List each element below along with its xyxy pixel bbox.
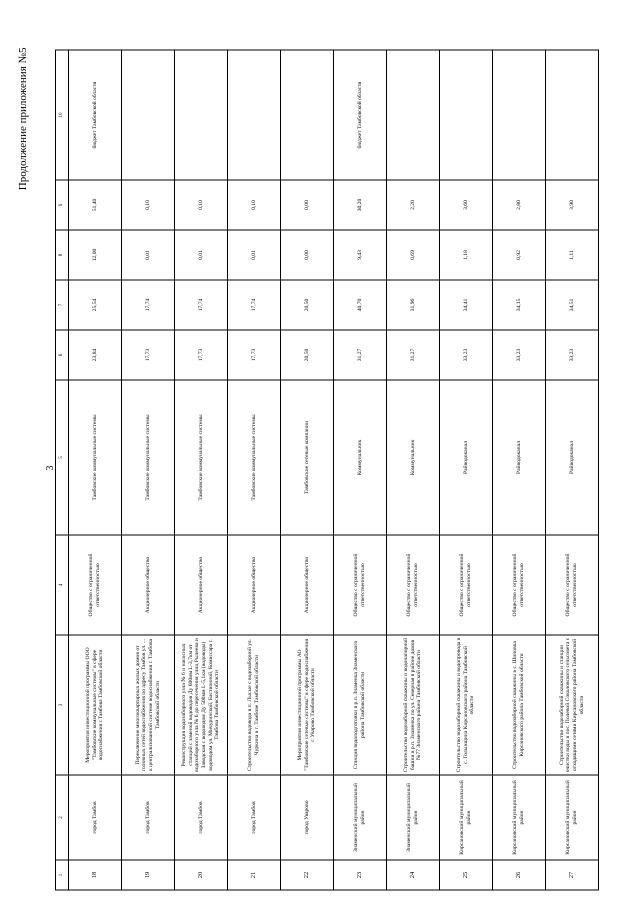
table-cell: Строительство водозаборной скважины и станции очистки воды в пос. Полевой Соколовского сельсовета с отходящими сетями Кирсановского района Тамбовской области <box>546 635 599 775</box>
table-cell: 2,20 <box>387 180 440 230</box>
table-cell: Общество с ограниченной ответственностью <box>387 535 440 635</box>
table-cell: Кирсановский муниципальный район <box>546 775 599 860</box>
table-cell: город Тамбов <box>228 775 281 860</box>
table-cell: 12,00 <box>69 230 122 280</box>
table-cell: Реконструкция водозаборного узла № 6 и насосных станций с заменой водоводов Ду 600мм L-3,7км от водозаборного узла № 6 до пересечения улиц Рылеева и Заводская с водоводом Ду 500мм L-5,1км (водоводы) водоводом ул. Мичуринской, Бастионной, Комиссара г. Тамбова Тамбовской области <box>175 635 228 775</box>
table-row <box>122 50 175 890</box>
column-header: 3 <box>56 635 69 775</box>
table-cell: город Уварово <box>281 775 334 860</box>
table-cell: 9,43 <box>334 230 387 280</box>
table-cell: город Тамбов <box>122 775 175 860</box>
table-row <box>228 50 281 890</box>
table-cell: Райводоканал <box>546 380 599 535</box>
table-cell: 0,69 <box>387 230 440 280</box>
table-cell: 31,96 <box>387 280 440 330</box>
table-cell: 17,73 <box>175 330 228 380</box>
table-header-row <box>56 50 69 890</box>
column-header: 6 <box>56 330 69 380</box>
table-cell: Строительство водозаборной скважины и водопровода в с. Голынщина Кирсановского района Тамбовской области <box>440 635 493 775</box>
table-cell: город Тамбов <box>175 775 228 860</box>
table-cell: 0,01 <box>228 230 281 280</box>
table-cell: 23 <box>334 860 387 890</box>
table-cell: 20 <box>175 860 228 890</box>
table-cell: 0,00 <box>281 230 334 280</box>
table-cell: 24 <box>387 860 440 890</box>
column-header: 4 <box>56 535 69 635</box>
table-cell: Общество с ограниченной ответственностью <box>493 535 546 635</box>
table-cell <box>440 50 493 180</box>
table-cell: Коммунальник <box>334 380 387 535</box>
table-cell: 23,84 <box>69 330 122 380</box>
table-cell: 22 <box>281 860 334 890</box>
table-cell: Акционерное общество <box>281 535 334 635</box>
table-cell: 27 <box>546 860 599 890</box>
table-cell: 19 <box>122 860 175 890</box>
table-cell: 17,73 <box>122 330 175 380</box>
table-cell: 34,15 <box>493 280 546 330</box>
table-cell: Строительство водовода в п. Лысые с водозаборной ул. Чуркина в г. Тамбове Тамбовской области <box>228 635 281 775</box>
table-cell: 26 <box>493 860 546 890</box>
table-cell: 0,10 <box>228 180 281 230</box>
table-cell: 25,54 <box>69 280 122 330</box>
table-row <box>546 50 599 890</box>
table-cell: 20,50 <box>281 280 334 330</box>
page-title: Продолжение приложения №5 <box>17 47 29 190</box>
table-cell: Переключение многоквартирных жилых домов от головных сетей водоснабжения по адресу Тамбов ул. ... к централизованной системе водоснабжения г. Тамбова Тамбовской области <box>122 635 175 775</box>
table-cell <box>228 50 281 180</box>
table-cell: Строительство водозаборной скважины и водонапорной башни в р.п. Знаменка по ул. Северная в районе домов №77 Знаменского района Тамбовской области <box>387 635 440 775</box>
table-cell: Общество с ограниченной ответственностью <box>334 535 387 635</box>
table-cell: 0,92 <box>493 230 546 280</box>
table-cell: 31,27 <box>334 330 387 380</box>
table-cell: Знаменский муниципальный район <box>334 775 387 860</box>
table-cell: Станция водоподготовки в р.п. Знаменка Знаменского района Тамбовской области <box>334 635 387 775</box>
table-cell: 21 <box>228 860 281 890</box>
table-cell: 1,18 <box>440 230 493 280</box>
table-cell: Мероприятия инвестиционной программы ООО "Тамбовские коммунальные системы" в сфере водоснабжения г.Тамбова Тамбовской области <box>69 635 122 775</box>
table-cell: бюджет Тамбовской области <box>334 50 387 180</box>
page-number: 3 <box>45 465 56 470</box>
table-cell: 51,40 <box>69 180 122 230</box>
table-cell: 18 <box>69 860 122 890</box>
column-header: 8 <box>56 230 69 280</box>
table-cell: Общество с ограниченной ответственностью <box>69 535 122 635</box>
table-cell: Тамбовские коммунальные системы <box>122 380 175 535</box>
table-cell: Коммунальник <box>387 380 440 535</box>
table-cell: 20,50 <box>281 330 334 380</box>
table-row <box>281 50 334 890</box>
column-header: 10 <box>56 50 69 180</box>
table-cell: Райводоканал <box>440 380 493 535</box>
table-row <box>334 50 387 890</box>
table-cell: 40,70 <box>334 280 387 330</box>
column-header: 1 <box>56 860 69 890</box>
table-cell: 0,10 <box>175 180 228 230</box>
table-cell: Общество с ограниченной ответственностью <box>546 535 599 635</box>
table-cell <box>175 50 228 180</box>
table-cell: 31,27 <box>387 330 440 380</box>
table-cell: Знаменский муниципальный район <box>387 775 440 860</box>
table-cell: Мероприятия инвестиционной программы АО "Тамбовские сетевые системы" в сфере водоснабжения г. Уварово Тамбовской области <box>281 635 334 775</box>
table-cell: Кирсановский муниципальный район <box>440 775 493 860</box>
column-header: 9 <box>56 180 69 230</box>
table-cell: 0,01 <box>175 230 228 280</box>
table-cell <box>122 50 175 180</box>
table-cell: 17,73 <box>228 330 281 380</box>
table-row <box>69 50 122 890</box>
table-cell: 34,51 <box>546 280 599 330</box>
table-cell: Кирсановский муниципальный район <box>493 775 546 860</box>
table-cell: 30,20 <box>334 180 387 230</box>
table-cell: 0,01 <box>122 230 175 280</box>
table-cell: 1,11 <box>546 230 599 280</box>
table-cell: Тамбовские коммунальные системы <box>69 380 122 535</box>
table-cell <box>387 50 440 180</box>
table-cell: Строительство водозаборной скважины в с. Шиновка Кирсановского района Тамбовской области <box>493 635 546 775</box>
table-cell: Тамбовские сетевые компании <box>281 380 334 535</box>
table-cell: 17,74 <box>122 280 175 330</box>
table-cell: Акционерное общество <box>175 535 228 635</box>
table-cell: 33,23 <box>493 330 546 380</box>
column-header: 2 <box>56 775 69 860</box>
table-row <box>493 50 546 890</box>
table-row <box>387 50 440 890</box>
table-cell: 3,90 <box>546 180 599 230</box>
investment-table <box>55 49 599 890</box>
table-row <box>440 50 493 890</box>
table-cell: Тамбовские коммунальные системы <box>175 380 228 535</box>
table-cell: город Тамбов <box>69 775 122 860</box>
table-cell <box>493 50 546 180</box>
table-cell: 0,10 <box>122 180 175 230</box>
table-row <box>175 50 228 890</box>
table-cell: 25 <box>440 860 493 890</box>
table-cell <box>546 50 599 180</box>
table-cell: 2,80 <box>493 180 546 230</box>
table-cell: Акционерное общество <box>228 535 281 635</box>
table-cell: 33,23 <box>440 330 493 380</box>
table-cell: Тамбовские коммунальные системы <box>228 380 281 535</box>
table-cell: 17,74 <box>175 280 228 330</box>
column-header: 7 <box>56 280 69 330</box>
table-cell: 34,41 <box>440 280 493 330</box>
table-cell: Акционерное общество <box>122 535 175 635</box>
table-cell: 33,23 <box>546 330 599 380</box>
table-cell: 3,60 <box>440 180 493 230</box>
table-cell: 0,00 <box>281 180 334 230</box>
table-cell: 17,74 <box>228 280 281 330</box>
column-header: 5 <box>56 380 69 535</box>
table-cell <box>281 50 334 180</box>
table-cell: бюджет Тамбовской области <box>69 50 122 180</box>
table-cell: Общество с ограниченной ответственностью <box>440 535 493 635</box>
table-cell: Райводоканал <box>493 380 546 535</box>
